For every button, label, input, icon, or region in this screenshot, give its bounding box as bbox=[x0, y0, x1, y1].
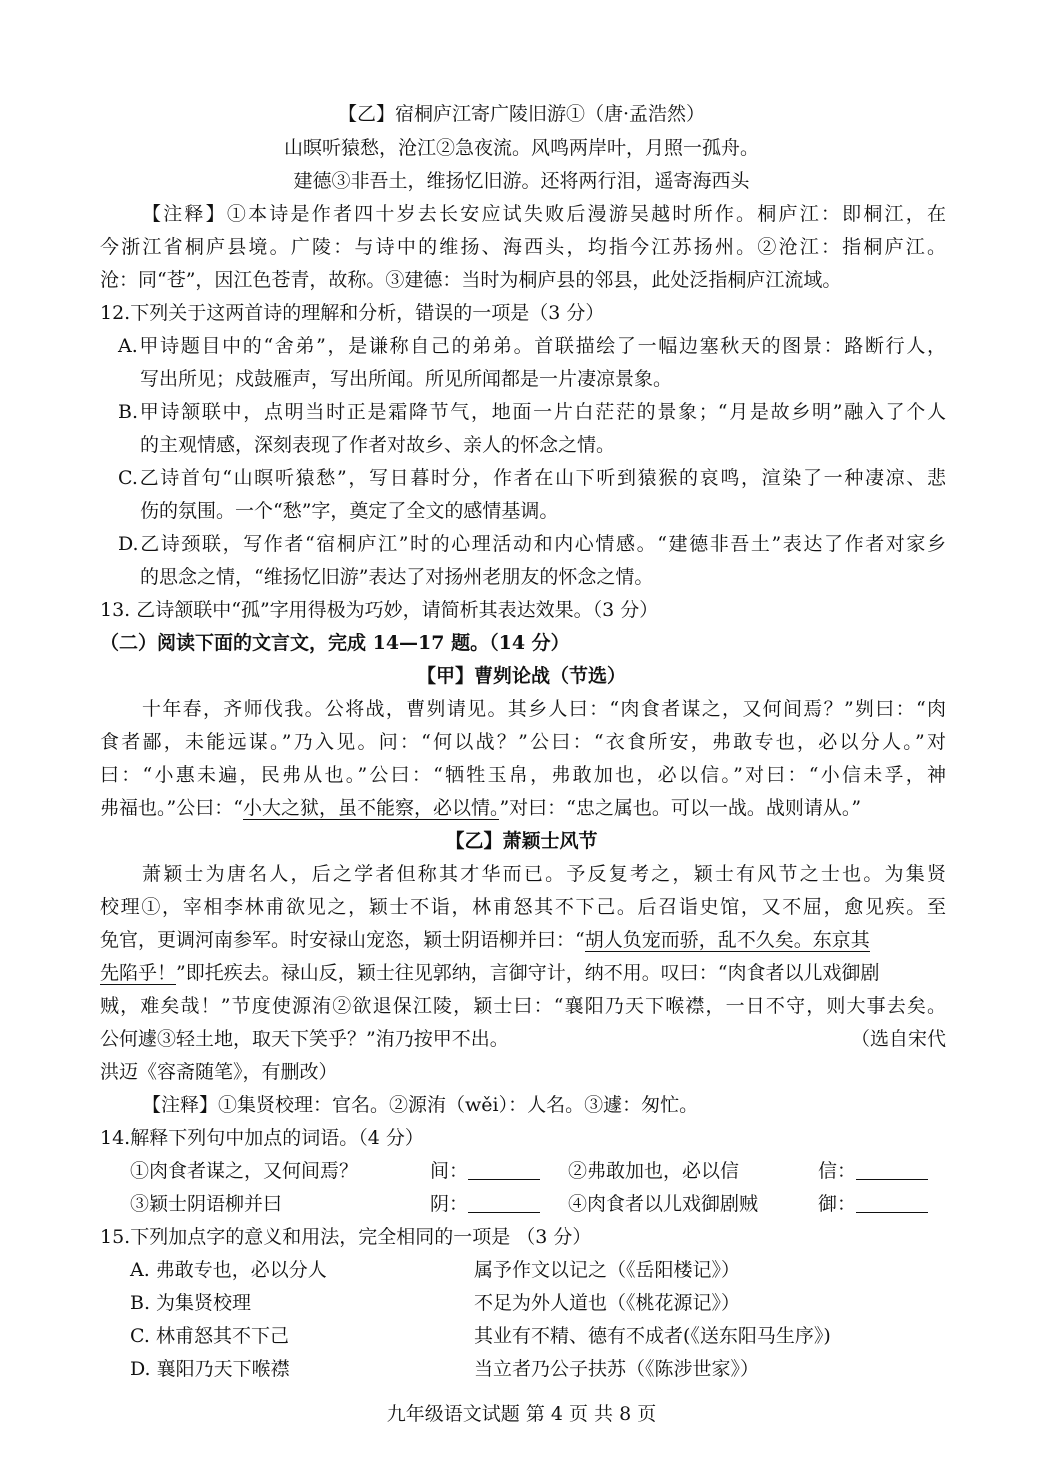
q12-option-d: D.乙诗颈联，写作者“宿桐庐江”时的心理活动和内心情感。“建德非吾土”表达了作者对家乡 bbox=[118, 533, 946, 555]
text-b-underlined-2: 先陷乎！ bbox=[100, 962, 177, 984]
note1-line-2: 今浙江省桐庐县境。广陵：与诗中的维扬、海西头，均指今江苏扬州。②沧江：指桐庐江。 bbox=[100, 236, 946, 258]
text-b-line-4 bbox=[100, 961, 879, 985]
q13-stem: 13. 乙诗颔联中“孤”字用得极为巧妙，请简析其表达效果。（3 分） bbox=[100, 599, 659, 621]
text-b-line-1: 萧颖士为唐名人，后之学者但称其才华而已。予反复考之，颖士有风节之士也。为集贤 bbox=[142, 863, 946, 885]
text-b-underlined-1: 胡人负宠而骄，乱不久矣。东京其 bbox=[584, 929, 870, 951]
text-a-line-4 bbox=[100, 796, 861, 820]
q14-item-2-label bbox=[818, 1159, 928, 1183]
q12-option-a-cont: 写出所见；戍鼓雁声，写出所闻。所见所闻都是一片凄凉景象。 bbox=[140, 368, 673, 390]
text-b-line-3-pre: 免官，更调河南参军。时安禄山宠恣，颖士阴语柳并曰：“ bbox=[100, 929, 585, 951]
q12-option-b: B.甲诗颔联中，点明当时正是霜降节气，地面一片白茫茫的景象；“月是故乡明”融入了个人 bbox=[118, 401, 946, 423]
q15-option-b-right: 不足为外人道也（《桃花源记》） bbox=[474, 1292, 741, 1314]
text-b-line-5: 贼，难矣哉！”节度使源洧②欲退保江陵，颖士曰：“襄阳乃天下喉襟，一日不守，则大事去矣。 bbox=[100, 995, 946, 1017]
q15-option-c-right: 其业有不精、德有不成者(《送东阳马生序》) bbox=[474, 1325, 831, 1347]
q14-item-4-answer-blank[interactable] bbox=[856, 1194, 928, 1213]
text-a-line-1: 十年春，齐师伐我。公将战，曹刿请见。其乡人曰：“肉食者谋之，又何间焉？”刿曰：“肉 bbox=[142, 698, 946, 720]
text-b-title: 【乙】萧颖士风节 bbox=[445, 830, 598, 852]
note1-line-1: 【注释】①本诗是作者四十岁去长安应试失败后漫游吴越时所作。桐庐江：即桐江，在 bbox=[142, 203, 946, 225]
section-2-heading: （二）阅读下面的文言文，完成 14—17 题。（14 分） bbox=[100, 632, 570, 654]
q12-option-b-cont: 的主观情感，深刻表现了作者对故乡、亲人的怀念之情。 bbox=[140, 434, 616, 456]
q14-item-1-word: 间： bbox=[430, 1160, 469, 1182]
text-a-line-2: 食者鄙，未能远谋。”乃入见。问：“何以战？”公曰：“衣食所安，弗敢专也，必以分人。”对 bbox=[100, 731, 946, 753]
q14-item-2-word: 信： bbox=[818, 1160, 857, 1182]
text-a-line-4-post: ”对曰：“忠之属也。可以一战。战则请从。” bbox=[499, 797, 862, 819]
q14-item-4-word: 御： bbox=[818, 1193, 857, 1215]
text-b-source-prefix: （选自宋代 bbox=[850, 1028, 946, 1050]
q15-option-a-right: 属予作文以记之（《岳阳楼记》） bbox=[474, 1259, 741, 1281]
q15-option-d-right: 当立者乃公子扶苏（《陈涉世家》） bbox=[474, 1358, 760, 1380]
page-footer: 九年级语文试题 第 4 页 共 8 页 bbox=[386, 1403, 657, 1425]
q14-item-1-label bbox=[430, 1159, 540, 1183]
poem-b-line-2: 建德③非吾土，维扬忆旧游。还将两行泪，遥寄海西头 bbox=[293, 170, 750, 192]
q15-option-c-left: C. 林甫怒其不下己 bbox=[130, 1325, 289, 1347]
q15-option-b-left: B. 为集贤校理 bbox=[130, 1292, 252, 1314]
text-b-line-4-post: ”即托疾去。禄山反，颖士往见郭纳，言御守计，纳不用。叹曰：“肉食者以儿戏御剧 bbox=[176, 962, 880, 984]
q15-stem: 15.下列加点字的意义和用法，完全相同的一项是 （3 分） bbox=[100, 1226, 592, 1248]
q14-item-3: ③颖士阴语柳并曰 bbox=[130, 1193, 283, 1215]
q12-stem: 12.下列关于这两首诗的理解和分析，错误的一项是（3 分） bbox=[100, 302, 605, 324]
q15-option-d-left: D. 襄阳乃天下喉襟 bbox=[130, 1358, 290, 1380]
q14-item-1: ①肉食者谋之，又何间焉？ bbox=[130, 1160, 359, 1182]
q14-item-3-word: 阴： bbox=[430, 1193, 469, 1215]
q14-item-4-label bbox=[818, 1192, 928, 1216]
poem-b-title: 【乙】宿桐庐江寄广陵旧游①（唐·孟浩然） bbox=[337, 103, 706, 125]
q14-item-4: ④肉食者以儿戏御剧贼 bbox=[568, 1193, 759, 1215]
q12-option-c-cont: 伤的氛围。一个“愁”字，奠定了全文的感情基调。 bbox=[140, 500, 559, 522]
q14-stem: 14.解释下列句中加点的词语。（4 分） bbox=[100, 1127, 424, 1149]
text-b-line-2: 校理①，宰相李林甫欲见之，颖士不诣，林甫怒其不下己。后召诣史馆，又不屈，愈见疾。至 bbox=[100, 896, 946, 918]
text-b-source: 洪迈《容斋随笔》，有删改） bbox=[100, 1061, 338, 1083]
q12-option-a: A.甲诗题目中的“舍弟”，是谦称自己的弟弟。首联描绘了一幅边塞秋天的图景：路断行人， bbox=[118, 335, 946, 357]
q14-item-2: ②弗敢加也，必以信 bbox=[568, 1160, 740, 1182]
text-a-line-4-pre: 弗福也。”公曰：“ bbox=[100, 797, 243, 819]
q12-option-c: C.乙诗首句“山暝听猿愁”，写日暮时分，作者在山下听到猿猴的哀鸣，渲染了一种凄凉、悲 bbox=[118, 467, 946, 489]
q14-item-3-answer-blank[interactable] bbox=[468, 1194, 540, 1213]
note2: 【注释】①集贤校理：官名。②源洧（wěi）：人名。③遽：匆忙。 bbox=[142, 1094, 699, 1116]
q14-item-2-answer-blank[interactable] bbox=[856, 1161, 928, 1180]
text-b-line-6: 公何遽③轻土地，取天下笑乎？”洧乃按甲不出。 bbox=[100, 1028, 509, 1050]
q12-option-d-cont: 的思念之情，“维扬忆旧游”表达了对扬州老朋友的怀念之情。 bbox=[140, 566, 654, 588]
text-a-line-3: 曰：“小惠未遍，民弗从也。”公曰：“牺牲玉帛，弗敢加也，必以信。”对曰：“小信未孚，神 bbox=[100, 764, 946, 786]
q14-item-3-label bbox=[430, 1192, 540, 1216]
note1-line-3: 沧：同“苍”，因江色苍青，故称。③建德：当时为桐庐县的邻县，此处泛指桐庐江流域。 bbox=[100, 269, 842, 291]
q15-option-a-left: A. 弗敢专也，必以分人 bbox=[130, 1259, 327, 1281]
poem-b-line-1: 山暝听猿愁，沧江②急夜流。风鸣两岸叶，月照一孤舟。 bbox=[283, 137, 759, 159]
q14-item-1-answer-blank[interactable] bbox=[468, 1161, 540, 1180]
text-a-title: 【甲】曹刿论战（节选） bbox=[416, 665, 626, 687]
text-a-underlined-sentence: 小大之狱，虽不能察，必以情。 bbox=[242, 797, 500, 819]
text-b-line-3 bbox=[100, 928, 870, 952]
